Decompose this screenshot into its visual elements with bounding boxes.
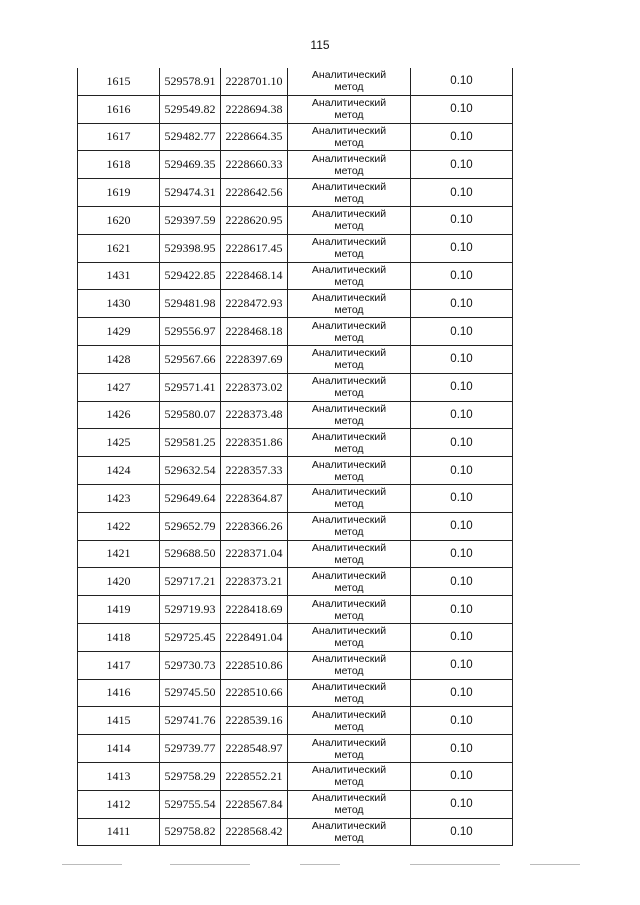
method-cell bbox=[288, 651, 411, 679]
accuracy-cell: 0.10 bbox=[411, 373, 513, 401]
x-coordinate-cell: 529725.45 bbox=[160, 623, 221, 651]
y-coordinate-cell: 2228510.86 bbox=[221, 651, 288, 679]
method-line-2: метод bbox=[334, 498, 364, 511]
point-number-cell: 1418 bbox=[78, 623, 160, 651]
method-cell bbox=[288, 179, 411, 207]
method-line-1: Аналитический bbox=[311, 319, 387, 332]
method-cell bbox=[288, 707, 411, 735]
accuracy-cell: 0.10 bbox=[411, 762, 513, 790]
y-coordinate-cell: 2228548.97 bbox=[221, 735, 288, 763]
table-row bbox=[78, 596, 513, 624]
point-number-cell: 1426 bbox=[78, 401, 160, 429]
point-number-cell: 1617 bbox=[78, 123, 160, 151]
method-line-1: Аналитический bbox=[311, 680, 387, 693]
y-coordinate-cell: 2228642.56 bbox=[221, 179, 288, 207]
point-number-cell: 1416 bbox=[78, 679, 160, 707]
table-row bbox=[78, 401, 513, 429]
method-line-1: Аналитический bbox=[311, 430, 387, 443]
method-cell bbox=[288, 68, 411, 95]
x-coordinate-cell: 529730.73 bbox=[160, 651, 221, 679]
method-line-1: Аналитический bbox=[311, 180, 387, 193]
method-cell bbox=[288, 151, 411, 179]
table-row bbox=[78, 95, 513, 123]
method-cell bbox=[288, 318, 411, 346]
method-line-2: метод bbox=[334, 720, 364, 733]
method-line-1: Аналитический bbox=[311, 541, 387, 554]
method-line-1: Аналитический bbox=[311, 263, 387, 276]
point-number-cell: 1419 bbox=[78, 596, 160, 624]
table-row bbox=[78, 429, 513, 457]
method-line-2: метод bbox=[334, 609, 364, 622]
x-coordinate-cell: 529567.66 bbox=[160, 345, 221, 373]
accuracy-cell: 0.10 bbox=[411, 512, 513, 540]
point-number-cell: 1429 bbox=[78, 318, 160, 346]
method-line-2: метод bbox=[334, 81, 364, 94]
method-line-2: метод bbox=[334, 665, 364, 678]
table-row bbox=[78, 262, 513, 290]
table-row bbox=[78, 123, 513, 151]
x-coordinate-cell: 529688.50 bbox=[160, 540, 221, 568]
method-cell bbox=[288, 95, 411, 123]
accuracy-cell: 0.10 bbox=[411, 401, 513, 429]
y-coordinate-cell: 2228567.84 bbox=[221, 790, 288, 818]
point-number-cell: 1428 bbox=[78, 345, 160, 373]
y-coordinate-cell: 2228468.18 bbox=[221, 318, 288, 346]
method-line-1: Аналитический bbox=[311, 736, 387, 749]
table-row bbox=[78, 679, 513, 707]
x-coordinate-cell: 529469.35 bbox=[160, 151, 221, 179]
scan-artifact-line bbox=[62, 864, 122, 865]
table-row bbox=[78, 179, 513, 207]
x-coordinate-cell: 529578.91 bbox=[160, 68, 221, 95]
method-line-2: метод bbox=[334, 553, 364, 566]
x-coordinate-cell: 529717.21 bbox=[160, 568, 221, 596]
method-cell bbox=[288, 290, 411, 318]
y-coordinate-cell: 2228351.86 bbox=[221, 429, 288, 457]
accuracy-cell: 0.10 bbox=[411, 651, 513, 679]
accuracy-cell: 0.10 bbox=[411, 206, 513, 234]
method-line-1: Аналитический bbox=[311, 514, 387, 527]
y-coordinate-cell: 2228568.42 bbox=[221, 818, 288, 846]
table-row bbox=[78, 151, 513, 179]
method-cell bbox=[288, 429, 411, 457]
method-line-2: метод bbox=[334, 442, 364, 455]
page-number: 115 bbox=[310, 38, 330, 52]
method-line-1: Аналитический bbox=[311, 236, 387, 249]
method-cell bbox=[288, 401, 411, 429]
accuracy-cell: 0.10 bbox=[411, 290, 513, 318]
point-number-cell: 1616 bbox=[78, 95, 160, 123]
point-number-cell: 1417 bbox=[78, 651, 160, 679]
method-line-2: метод bbox=[334, 637, 364, 650]
point-number-cell: 1420 bbox=[78, 568, 160, 596]
accuracy-cell: 0.10 bbox=[411, 735, 513, 763]
method-cell bbox=[288, 762, 411, 790]
table-row bbox=[78, 818, 513, 846]
y-coordinate-cell: 2228472.93 bbox=[221, 290, 288, 318]
method-line-2: метод bbox=[334, 776, 364, 789]
method-line-2: метод bbox=[334, 192, 364, 205]
y-coordinate-cell: 2228373.21 bbox=[221, 568, 288, 596]
method-line-2: метод bbox=[334, 248, 364, 261]
method-line-1: Аналитический bbox=[311, 291, 387, 304]
y-coordinate-cell: 2228397.69 bbox=[221, 345, 288, 373]
method-line-2: метод bbox=[334, 414, 364, 427]
method-line-2: метод bbox=[334, 804, 364, 817]
method-cell bbox=[288, 345, 411, 373]
method-line-1: Аналитический bbox=[311, 375, 387, 388]
accuracy-cell: 0.10 bbox=[411, 818, 513, 846]
method-line-2: метод bbox=[334, 359, 364, 372]
point-number-cell: 1431 bbox=[78, 262, 160, 290]
accuracy-cell: 0.10 bbox=[411, 596, 513, 624]
accuracy-cell: 0.10 bbox=[411, 623, 513, 651]
table-row bbox=[78, 762, 513, 790]
method-line-2: метод bbox=[334, 275, 364, 288]
y-coordinate-cell: 2228371.04 bbox=[221, 540, 288, 568]
table-row bbox=[78, 290, 513, 318]
method-cell bbox=[288, 457, 411, 485]
point-number-cell: 1415 bbox=[78, 707, 160, 735]
point-number-cell: 1421 bbox=[78, 540, 160, 568]
accuracy-cell: 0.10 bbox=[411, 234, 513, 262]
x-coordinate-cell: 529632.54 bbox=[160, 457, 221, 485]
point-number-cell: 1413 bbox=[78, 762, 160, 790]
table-row bbox=[78, 623, 513, 651]
table-row bbox=[78, 651, 513, 679]
method-cell bbox=[288, 123, 411, 151]
point-number-cell: 1427 bbox=[78, 373, 160, 401]
point-number-cell: 1615 bbox=[78, 68, 160, 95]
method-cell bbox=[288, 568, 411, 596]
method-line-1: Аналитический bbox=[311, 569, 387, 582]
accuracy-cell: 0.10 bbox=[411, 68, 513, 95]
accuracy-cell: 0.10 bbox=[411, 790, 513, 818]
x-coordinate-cell: 529739.77 bbox=[160, 735, 221, 763]
table-row bbox=[78, 68, 513, 95]
method-cell bbox=[288, 540, 411, 568]
x-coordinate-cell: 529745.50 bbox=[160, 679, 221, 707]
table-row bbox=[78, 512, 513, 540]
point-number-cell: 1425 bbox=[78, 429, 160, 457]
method-cell bbox=[288, 234, 411, 262]
x-coordinate-cell: 529556.97 bbox=[160, 318, 221, 346]
method-line-2: метод bbox=[334, 748, 364, 761]
method-cell bbox=[288, 623, 411, 651]
method-line-2: метод bbox=[334, 303, 364, 316]
method-cell bbox=[288, 735, 411, 763]
method-cell bbox=[288, 262, 411, 290]
x-coordinate-cell: 529755.54 bbox=[160, 790, 221, 818]
point-number-cell: 1423 bbox=[78, 484, 160, 512]
table-row bbox=[78, 735, 513, 763]
point-number-cell: 1414 bbox=[78, 735, 160, 763]
y-coordinate-cell: 2228364.87 bbox=[221, 484, 288, 512]
x-coordinate-cell: 529581.25 bbox=[160, 429, 221, 457]
x-coordinate-cell: 529741.76 bbox=[160, 707, 221, 735]
accuracy-cell: 0.10 bbox=[411, 429, 513, 457]
method-cell bbox=[288, 484, 411, 512]
method-line-2: метод bbox=[334, 831, 364, 844]
accuracy-cell: 0.10 bbox=[411, 540, 513, 568]
point-number-cell: 1619 bbox=[78, 179, 160, 207]
y-coordinate-cell: 2228468.14 bbox=[221, 262, 288, 290]
x-coordinate-cell: 529482.77 bbox=[160, 123, 221, 151]
x-coordinate-cell: 529571.41 bbox=[160, 373, 221, 401]
accuracy-cell: 0.10 bbox=[411, 95, 513, 123]
method-cell bbox=[288, 790, 411, 818]
method-line-1: Аналитический bbox=[311, 708, 387, 721]
y-coordinate-cell: 2228620.95 bbox=[221, 206, 288, 234]
method-line-2: метод bbox=[334, 526, 364, 539]
table-row bbox=[78, 484, 513, 512]
accuracy-cell: 0.10 bbox=[411, 151, 513, 179]
x-coordinate-cell: 529474.31 bbox=[160, 179, 221, 207]
method-line-2: метод bbox=[334, 109, 364, 122]
point-number-cell: 1412 bbox=[78, 790, 160, 818]
accuracy-cell: 0.10 bbox=[411, 123, 513, 151]
method-line-2: метод bbox=[334, 164, 364, 177]
method-line-2: метод bbox=[334, 136, 364, 149]
table-row bbox=[78, 540, 513, 568]
method-line-2: метод bbox=[334, 220, 364, 233]
coordinates-table-body bbox=[78, 68, 513, 846]
point-number-cell: 1620 bbox=[78, 206, 160, 234]
y-coordinate-cell: 2228552.21 bbox=[221, 762, 288, 790]
method-line-1: Аналитический bbox=[311, 458, 387, 471]
method-line-1: Аналитический bbox=[311, 625, 387, 638]
x-coordinate-cell: 529652.79 bbox=[160, 512, 221, 540]
method-line-1: Аналитический bbox=[311, 486, 387, 499]
method-cell bbox=[288, 373, 411, 401]
x-coordinate-cell: 529649.64 bbox=[160, 484, 221, 512]
accuracy-cell: 0.10 bbox=[411, 707, 513, 735]
table-row bbox=[78, 373, 513, 401]
y-coordinate-cell: 2228510.66 bbox=[221, 679, 288, 707]
accuracy-cell: 0.10 bbox=[411, 345, 513, 373]
table-row bbox=[78, 345, 513, 373]
y-coordinate-cell: 2228418.69 bbox=[221, 596, 288, 624]
scan-artifact-line bbox=[300, 864, 340, 865]
method-cell bbox=[288, 818, 411, 846]
y-coordinate-cell: 2228373.02 bbox=[221, 373, 288, 401]
y-coordinate-cell: 2228357.33 bbox=[221, 457, 288, 485]
point-number-cell: 1618 bbox=[78, 151, 160, 179]
point-number-cell: 1621 bbox=[78, 234, 160, 262]
method-line-2: метод bbox=[334, 331, 364, 344]
scan-artifact-line bbox=[410, 864, 500, 865]
x-coordinate-cell: 529580.07 bbox=[160, 401, 221, 429]
accuracy-cell: 0.10 bbox=[411, 484, 513, 512]
table-row bbox=[78, 206, 513, 234]
method-cell bbox=[288, 206, 411, 234]
point-number-cell: 1424 bbox=[78, 457, 160, 485]
y-coordinate-cell: 2228373.48 bbox=[221, 401, 288, 429]
method-line-2: метод bbox=[334, 387, 364, 400]
table-row bbox=[78, 568, 513, 596]
y-coordinate-cell: 2228664.35 bbox=[221, 123, 288, 151]
method-line-2: метод bbox=[334, 692, 364, 705]
table-row bbox=[78, 790, 513, 818]
table-row bbox=[78, 318, 513, 346]
x-coordinate-cell: 529549.82 bbox=[160, 95, 221, 123]
method-line-1: Аналитический bbox=[311, 764, 387, 777]
y-coordinate-cell: 2228539.16 bbox=[221, 707, 288, 735]
x-coordinate-cell: 529397.59 bbox=[160, 206, 221, 234]
point-number-cell: 1411 bbox=[78, 818, 160, 846]
x-coordinate-cell: 529719.93 bbox=[160, 596, 221, 624]
method-line-1: Аналитический bbox=[311, 402, 387, 415]
method-cell bbox=[288, 512, 411, 540]
table-row bbox=[78, 707, 513, 735]
method-cell bbox=[288, 596, 411, 624]
accuracy-cell: 0.10 bbox=[411, 679, 513, 707]
y-coordinate-cell: 2228660.33 bbox=[221, 151, 288, 179]
table-row bbox=[78, 234, 513, 262]
x-coordinate-cell: 529398.95 bbox=[160, 234, 221, 262]
table-row bbox=[78, 457, 513, 485]
method-line-2: метод bbox=[334, 470, 364, 483]
y-coordinate-cell: 2228701.10 bbox=[221, 68, 288, 95]
x-coordinate-cell: 529758.82 bbox=[160, 818, 221, 846]
method-line-2: метод bbox=[334, 581, 364, 594]
method-cell bbox=[288, 679, 411, 707]
method-line-1: Аналитический bbox=[311, 69, 387, 82]
method-line-1: Аналитический bbox=[311, 597, 387, 610]
accuracy-cell: 0.10 bbox=[411, 457, 513, 485]
method-line-1: Аналитический bbox=[311, 97, 387, 110]
method-line-1: Аналитический bbox=[311, 347, 387, 360]
point-number-cell: 1422 bbox=[78, 512, 160, 540]
x-coordinate-cell: 529758.29 bbox=[160, 762, 221, 790]
x-coordinate-cell: 529481.98 bbox=[160, 290, 221, 318]
method-line-1: Аналитический bbox=[311, 124, 387, 137]
y-coordinate-cell: 2228617.45 bbox=[221, 234, 288, 262]
y-coordinate-cell: 2228491.04 bbox=[221, 623, 288, 651]
accuracy-cell: 0.10 bbox=[411, 179, 513, 207]
method-line-1: Аналитический bbox=[311, 208, 387, 221]
accuracy-cell: 0.10 bbox=[411, 568, 513, 596]
method-line-1: Аналитический bbox=[311, 819, 387, 832]
y-coordinate-cell: 2228694.38 bbox=[221, 95, 288, 123]
y-coordinate-cell: 2228366.26 bbox=[221, 512, 288, 540]
accuracy-cell: 0.10 bbox=[411, 318, 513, 346]
point-number-cell: 1430 bbox=[78, 290, 160, 318]
x-coordinate-cell: 529422.85 bbox=[160, 262, 221, 290]
scan-artifact-line bbox=[170, 864, 250, 865]
coordinates-table bbox=[77, 68, 513, 846]
method-line-1: Аналитический bbox=[311, 653, 387, 666]
method-line-1: Аналитический bbox=[311, 792, 387, 805]
method-line-1: Аналитический bbox=[311, 152, 387, 165]
accuracy-cell: 0.10 bbox=[411, 262, 513, 290]
scan-artifact-line bbox=[530, 864, 580, 865]
